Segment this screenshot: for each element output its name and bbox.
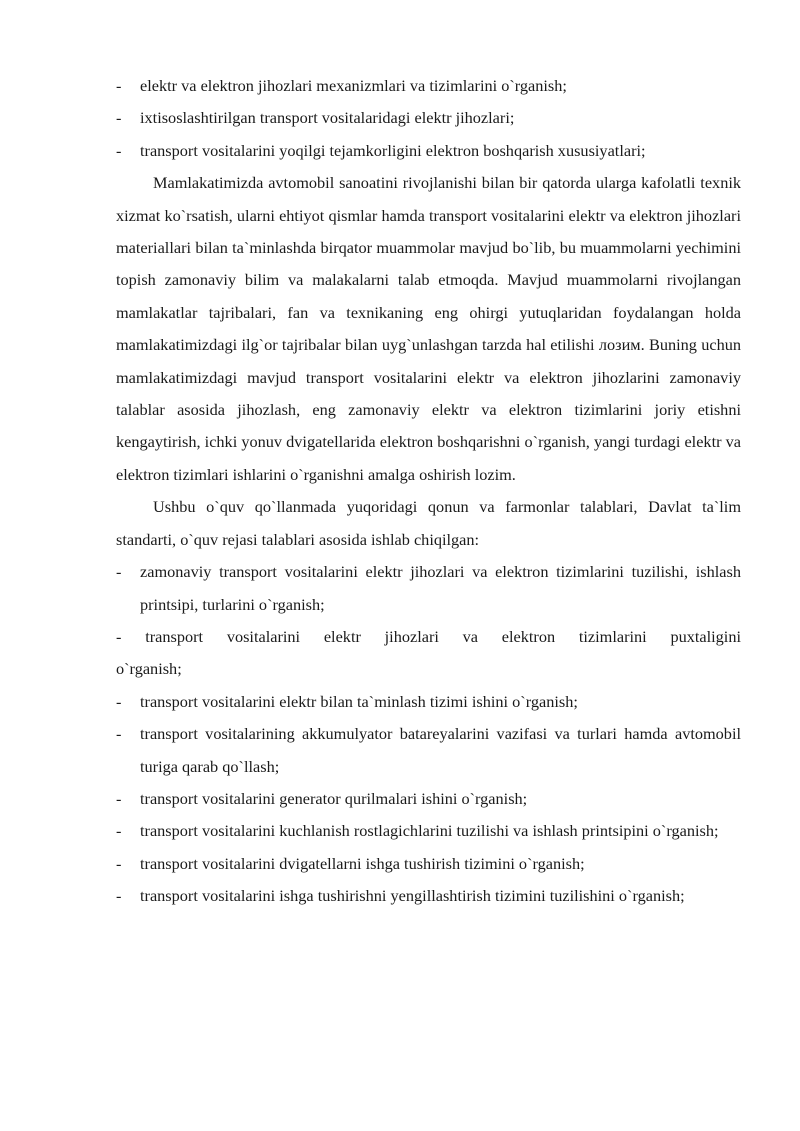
list-dash: - <box>116 76 122 95</box>
list-dash: - <box>116 108 122 128</box>
list-item-text: transport vositalarini ishga tushirishni yengillashtirish tizimini tuzilishini o`rganish; <box>140 886 685 906</box>
list-item-line: o`rganish; <box>116 659 182 679</box>
list-item-text: transport vositalarini dvigatellarni ishga tushirish tizimini o`rganish; <box>140 853 585 873</box>
list-item <box>116 880 741 912</box>
list-item <box>116 815 741 847</box>
list-item <box>116 621 741 686</box>
list-item-line <box>116 621 741 653</box>
list-dash: - <box>116 691 122 711</box>
list-item-text: transport vositalarini yoqilgi tejamkorligini elektron boshqarish xususiyatlari; <box>140 140 646 160</box>
list-item <box>116 556 741 621</box>
list-item-text: transport vositalarini generator qurilmalari ishini o`rganish; <box>140 788 528 808</box>
paragraph: Ushbu o`quv qo`llanmada yuqoridagi qonun va farmonlar talablari, Davlat ta`lim standarti, o`quv rejasi talablari asosida ishlab chiqilgan: <box>116 497 741 549</box>
list-item-text: zamonaviy transport vositalarini elektr jihozlari va elektron tizimlarini tuzilishi, ishlash printsipi, turlarini o`rganish; <box>140 562 741 614</box>
list-item <box>116 718 741 783</box>
list-dash: - <box>116 140 122 160</box>
paragraph: Mamlakatimizda avtomobil sanoatini rivojlanishi bilan bir qatorda ularga kafolatli texnik xizmat ko`rsatish, ularni ehtiyot qismlar hamda transport vositalarini elektr va elektron jihozlari materiallari bilan ta`minlashda birqator muammolar mavjud bo`lib, bu muammolarni yechimini topish zamonaviy bilim va malakalarni talab etmoqda. Mavjud muammolarni rivojlangan mamlakatlar tajribalari, fan va texnikaning eng ohirgi yutuqlaridan foydalangan holda mamlakatimizdagi ilg`or tajribalar bilan uyg`unlashgan tarzda hal etilishi лозим. Buning uchun mamlakatimizdagi mavjud transport vositalarini elektr va elektron jihozlarini zamonaviy talablar asosida jihozlash, eng zamonaviy elektr va elektron tizimlarini joriy etishni kengaytirish, ichki yonuv dvigatellarida elektron boshqarishni o`rganish, yangi turdagi elektr va elektron tizimlari ishlarini o`rganishni amalga oshirish lozim. <box>116 173 741 484</box>
list-dash: - <box>116 821 122 841</box>
list-item-text: transport vositalarini kuchlanish rostlagichlarini tuzilishi va ishlash printsipini o`rganish; <box>140 821 719 841</box>
list-dash: - <box>116 626 122 646</box>
list-item-text: elektr va elektron jihozlari mexanizmlari va tizimlarini o`rganish; <box>140 76 567 95</box>
list-item <box>116 135 741 167</box>
list-item <box>116 686 741 718</box>
list-dash: - <box>116 788 122 808</box>
list-dash: - <box>116 562 122 582</box>
list-dash: - <box>116 853 122 873</box>
list-item <box>116 848 741 880</box>
list-dash: - <box>116 724 122 744</box>
page-content <box>116 70 741 913</box>
list-item-text: transport vositalarini elektr jihozlari va elektron tizimlarini puxtaligini <box>145 626 741 646</box>
list-item <box>116 70 741 102</box>
list-item-text: transport vositalarini elektr bilan ta`minlash tizimi ishini o`rganish; <box>140 691 578 711</box>
list-item-text: ixtisoslashtirilgan transport vositalaridagi elektr jihozlari; <box>140 108 515 128</box>
list-item <box>116 102 741 134</box>
list-item <box>116 783 741 815</box>
list-item-text: transport vositalarining akkumulyator batareyalarini vazifasi va turlari hamda avtomobil turiga qarab qo`llash; <box>140 724 741 776</box>
list-dash: - <box>116 886 122 906</box>
